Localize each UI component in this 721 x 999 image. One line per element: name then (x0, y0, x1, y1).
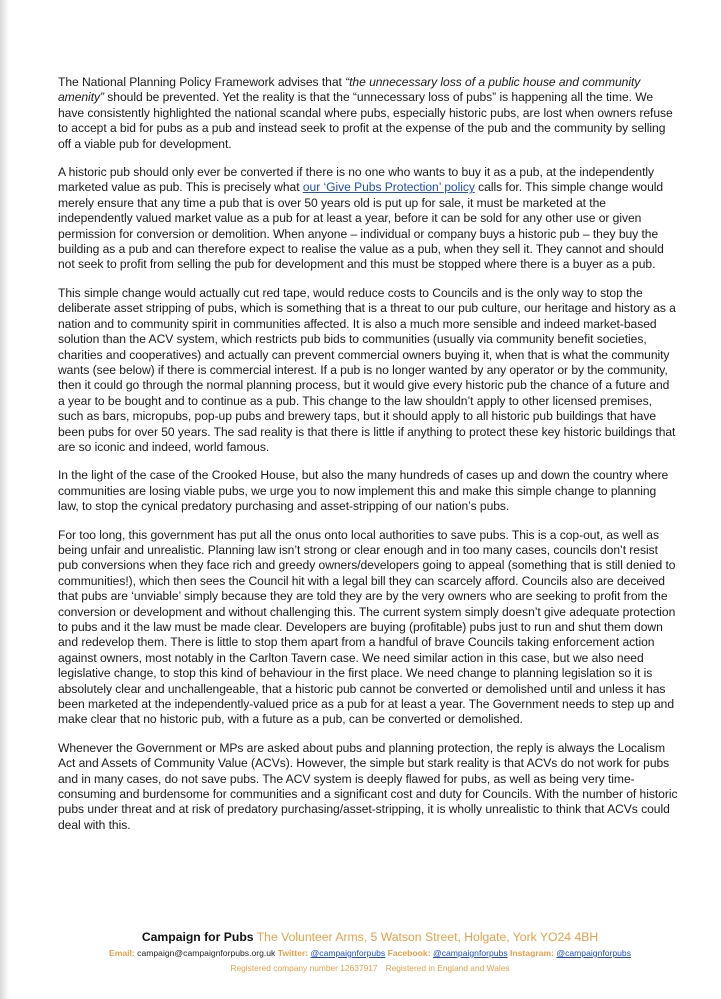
page-edge-shadow (0, 0, 9, 999)
paragraph-npppf (58, 75, 678, 152)
instagram-link[interactable]: @campaignforpubs (556, 948, 631, 958)
paragraph-red-tape: This simple change would actually cut red tape, would reduce costs to Councils and is the only way to stop the deliberate asset stripping of pubs, which is something that is a threat to our pub culture, our heritage and history as a nation and to community spirit in communities affected. It is also a much more sensible and indeed market-based solution than the ACV system, which restricts pub bids to communities (usually via community benefit societies, charities and cooperatives) and actually can prevent commercial owners buying it, when that is what the community wants (see below) if there is commercial interest. If a pub is no longer wanted by any operator or by the community, then it could go through the normal planning process, but it would give every historic pub the chance of a future and a year to be bought and to continue as a pub. This change to the law shouldn’t apply to other licensed premises, such as bars, micropubs, pop-up pubs and brewery taps, but it should apply to all historic pub buildings that have been pubs for over 50 years. The sad reality is that there is little if anything to protect these key historic buildings that are so iconic and indeed, world famous. (58, 285, 676, 454)
facebook-label: Facebook: (385, 948, 431, 958)
footer-contact-line (40, 946, 700, 960)
npppf-quote: “the unnecessary loss of a public house and community amenity” (58, 75, 641, 105)
twitter-link[interactable]: @campaignforpubs (310, 948, 386, 958)
paragraph-text: The National Planning Policy Framework advises that (58, 75, 346, 89)
twitter-label: Twitter: (277, 948, 309, 958)
registered-number: Registered company number 12637917 (230, 963, 378, 973)
give-pubs-protection-link[interactable]: our ‘Give Pubs Protection’ policy (302, 180, 475, 195)
footer-address-line (40, 929, 700, 946)
instagram-label: Instagram: (507, 948, 554, 958)
paragraph-government-onus: For too long, this government has put all the onus onto local authorities to save pubs. This is a cop-out, as well as being unfair and unrealistic. Planning law isn’t strong or clear enough and in too many cases, councils don’t resist pub conversions when they face rich and greedy owners/developers going to appeal (something that is still denied to communities!), which then sees the Council hit with a legal bill they can scarcely afford. Councils also are deceived that pubs are ‘unviable’ simply because they are told they are by the very owners who are seeking to profit from the conversion or development and without challenging this. The current system simply doesn’t give adequate protection to pubs and it the law must be made clear. Developers are buying (profitable) pubs just to run and shut them down and redevelop them. There is little to stop them apart from a handful of brave Councils taking enforcement action against owners, most notably in the Carlton Tavern case. We need similar action in this case, but we also need legislative change, to stop this kind of behaviour in the first place. We need change to planning legislation so it is absolutely clear and unchallengeable, that a historic pub cannot be converted or demolished until and unless it has been marketed at the independently-valued price as a pub for at least a year. The Government needs to step up and make clear that no historic pub, with a future as a pub, can be converted or demolished. (58, 527, 676, 727)
email-label: Email: (108, 948, 135, 958)
org-address: The Volunteer Arms, 5 Watson Street, Holgate, York YO24 4BH (253, 930, 599, 944)
registered-place: Registered in England and Wales (385, 963, 510, 973)
paragraph-crooked-house: In the light of the case of the Crooked House, but also the many hundreds of cases up and down the country where communities are losing viable pubs, we urge you to now implement this and make this simple change to planning law, to stop the cynical predatory purchasing and asset-stripping of our nation’s pubs. (58, 468, 669, 514)
email-address: campaign@campaignforpubs.org.uk (134, 948, 278, 958)
letterhead-footer (40, 929, 700, 976)
footer-registration-line (40, 960, 700, 976)
letter-body (58, 75, 678, 846)
paragraph-text: calls for. This simple change would merely ensure that any time a pub that is over 50 years old is put up for sale, it must be marketed at the independently valued market value as a pub for at least a year, before it can be sold for any other use or given permission for conversion or demolition. When anyone – individual or company buys a historic pub – they buy the building as a pub and can therefore expect to realise the value as a pub, when they sell it. They cannot and should not seek to profit from selling the pub for development and this must be stopped where there is a buyer as a pub. (58, 180, 664, 272)
facebook-link[interactable]: @campaignforpubs (432, 948, 508, 958)
org-name: Campaign for Pubs (141, 930, 254, 944)
paragraph-text: should be prevented. Yet the reality is that the “unnecessary loss of pubs” is happening all the time. We have consistently highlighted the national scandal where pubs, especially historic pubs, are lost when owners refuse to accept a bid for pubs as a pub and instead seek to profit at the expense of the pub and the community by selling off a viable pub for development. (58, 90, 673, 151)
paragraph-text: A historic pub should only ever be converted if there is no one who wants to buy it as a pub, at the independently marketed value as pub. This is precisely what (58, 165, 655, 195)
paragraph-historic-pub (58, 165, 678, 273)
paragraph-acv: Whenever the Government or MPs are asked about pubs and planning protection, the reply is always the Localism Act and Assets of Community Value (ACVs). However, the simple but stark reality is that ACVs do not work for pubs and in many cases, do not save pubs. The ACV system is deeply flawed for pubs, as well as being very time-consuming and burdensome for communities and a significant cost and duty for Councils. With the number of historic pubs under threat and at risk of predatory purchasing/asset-stripping, it is wholly unrealistic to think that ACVs could deal with this. (58, 740, 678, 832)
